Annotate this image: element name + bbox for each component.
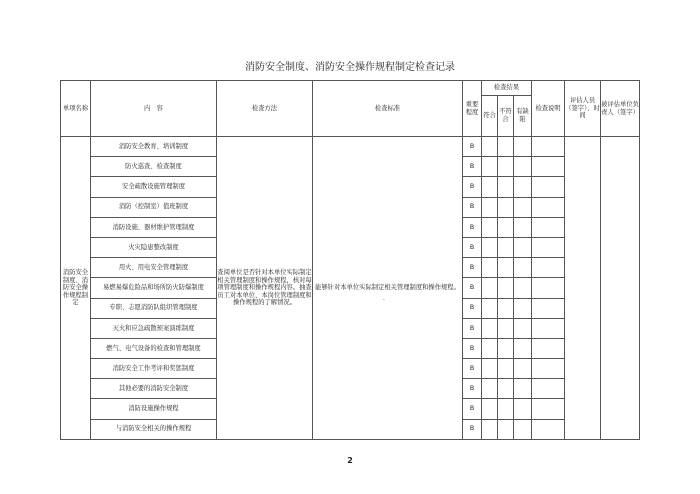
content-cell: 火灾隐患整改制度 [91, 237, 217, 257]
importance-cell: B [463, 318, 482, 338]
not-conform-cell[interactable] [498, 137, 514, 157]
explain-cell[interactable] [532, 197, 565, 217]
header-explain: 检查说明 [532, 81, 565, 137]
header-standard: 检查标准 [313, 81, 463, 137]
defect-cell[interactable] [514, 177, 532, 197]
defect-cell[interactable] [514, 197, 532, 217]
content-cell: 易燃易爆危险品和场所防火防爆制度 [91, 278, 217, 298]
importance-cell: B [463, 237, 482, 257]
not-conform-cell[interactable] [498, 419, 514, 439]
content-cell: 消防安全教育、培训制度 [91, 137, 217, 157]
header-not-conform: 不符合 [498, 96, 514, 137]
explain-cell[interactable] [532, 278, 565, 298]
not-conform-cell[interactable] [498, 258, 514, 278]
importance-cell: B [463, 137, 482, 157]
conform-cell[interactable] [482, 359, 498, 379]
method-cell: 查阅单位是否针对本单位实际制定相关管理制度和操作规程，核对每项管理制度和操作规程内容。抽查员工对本单位、本岗位管理制度和操作规程的了解情况。 [217, 137, 313, 440]
header-result-group: 检查结果 [482, 81, 532, 96]
explain-cell[interactable] [532, 338, 565, 358]
conform-cell[interactable] [482, 237, 498, 257]
importance-cell: B [463, 338, 482, 358]
content-cell: 消防设施、器材维护管理制度 [91, 217, 217, 237]
conform-cell[interactable] [482, 217, 498, 237]
defect-cell[interactable] [514, 338, 532, 358]
conform-cell[interactable] [482, 379, 498, 399]
header-importance: 重要程度 [463, 81, 482, 137]
content-cell: 消防安全工作考评和奖惩制度 [91, 359, 217, 379]
header-defect: 有缺陷 [514, 96, 532, 137]
not-conform-cell[interactable] [498, 298, 514, 318]
standard-text: 能够针对本单位实际制定相关管理制度和操作规程。 [315, 284, 460, 292]
conform-cell[interactable] [482, 298, 498, 318]
standard-cell [313, 137, 463, 440]
conform-cell[interactable] [482, 278, 498, 298]
conform-cell[interactable] [482, 258, 498, 278]
content-cell: 其他必要的消防安全制度 [91, 379, 217, 399]
content-cell: 用火、用电安全管理制度 [91, 258, 217, 278]
not-conform-cell[interactable] [498, 217, 514, 237]
importance-cell: B [463, 258, 482, 278]
not-conform-cell[interactable] [498, 318, 514, 338]
explain-cell[interactable] [532, 258, 565, 278]
importance-cell: B [463, 157, 482, 177]
content-cell: 专职、志愿消防队组织管理制度 [91, 298, 217, 318]
content-cell: 与消防安全相关的操作规程 [91, 419, 217, 439]
importance-cell: B [463, 379, 482, 399]
explain-cell[interactable] [532, 217, 565, 237]
importance-cell: B [463, 217, 482, 237]
importance-cell: B [463, 177, 482, 197]
content-cell: 燃气、电气设备的检查和管理制度 [91, 338, 217, 358]
explain-cell[interactable] [532, 419, 565, 439]
not-conform-cell[interactable] [498, 399, 514, 419]
conform-cell[interactable] [482, 318, 498, 338]
content-cell: 安全疏散设施管理制度 [91, 177, 217, 197]
importance-cell: B [463, 197, 482, 217]
explain-cell[interactable] [532, 298, 565, 318]
conform-cell[interactable] [482, 197, 498, 217]
header-assessor: 评估人员（签字）、时间 [565, 81, 601, 137]
not-conform-cell[interactable] [498, 237, 514, 257]
conform-cell[interactable] [482, 419, 498, 439]
content-cell: 防火巡查、检查制度 [91, 157, 217, 177]
not-conform-cell[interactable] [498, 338, 514, 358]
assessee-cell[interactable] [601, 137, 640, 440]
conform-cell[interactable] [482, 338, 498, 358]
defect-cell[interactable] [514, 217, 532, 237]
explain-cell[interactable] [532, 379, 565, 399]
header-method: 检查方法 [217, 81, 313, 137]
document-title: 消防安全制度、消防安全操作规程制定检查记录 [245, 62, 455, 73]
defect-cell[interactable] [514, 157, 532, 177]
not-conform-cell[interactable] [498, 359, 514, 379]
header-conform: 符合 [482, 96, 498, 137]
assessor-cell[interactable] [565, 137, 601, 440]
item-name-cell: 消防安全制度、消防安全操作规程制定 [61, 137, 91, 440]
content-cell: 消防设施操作规程 [91, 399, 217, 419]
explain-cell[interactable] [532, 237, 565, 257]
defect-cell[interactable] [514, 399, 532, 419]
defect-cell[interactable] [514, 237, 532, 257]
defect-cell[interactable] [514, 278, 532, 298]
not-conform-cell[interactable] [498, 379, 514, 399]
defect-cell[interactable] [514, 318, 532, 338]
importance-cell: B [463, 359, 482, 379]
header-assessee: 被评估单位负责人（签字） [601, 81, 640, 137]
importance-cell: B [463, 399, 482, 419]
defect-cell[interactable] [514, 298, 532, 318]
explain-cell[interactable] [532, 399, 565, 419]
defect-cell[interactable] [514, 419, 532, 439]
importance-cell: B [463, 298, 482, 318]
not-conform-cell[interactable] [498, 157, 514, 177]
importance-cell: B [463, 278, 482, 298]
conform-cell[interactable] [482, 137, 498, 157]
page-number: 2 [347, 456, 353, 465]
not-conform-cell[interactable] [498, 278, 514, 298]
explain-cell[interactable] [532, 177, 565, 197]
standard-dot: · [383, 297, 385, 304]
defect-cell[interactable] [514, 258, 532, 278]
explain-cell[interactable] [532, 359, 565, 379]
conform-cell[interactable] [482, 399, 498, 419]
defect-cell[interactable] [514, 359, 532, 379]
explain-cell[interactable] [532, 318, 565, 338]
content-cell: 灭火和应急疏散预案演练制度 [91, 318, 217, 338]
header-item-name: 单项名称 [61, 81, 91, 137]
importance-cell: B [463, 419, 482, 439]
header-content: 内 容 [91, 81, 217, 137]
conform-cell[interactable] [482, 177, 498, 197]
defect-cell[interactable] [514, 137, 532, 157]
conform-cell[interactable] [482, 157, 498, 177]
not-conform-cell[interactable] [498, 197, 514, 217]
explain-cell[interactable] [532, 137, 565, 157]
defect-cell[interactable] [514, 379, 532, 399]
inspection-record-table [60, 80, 640, 440]
not-conform-cell[interactable] [498, 177, 514, 197]
content-cell: 消防（控制室）值班制度 [91, 197, 217, 217]
table-row [61, 137, 640, 157]
explain-cell[interactable] [532, 157, 565, 177]
